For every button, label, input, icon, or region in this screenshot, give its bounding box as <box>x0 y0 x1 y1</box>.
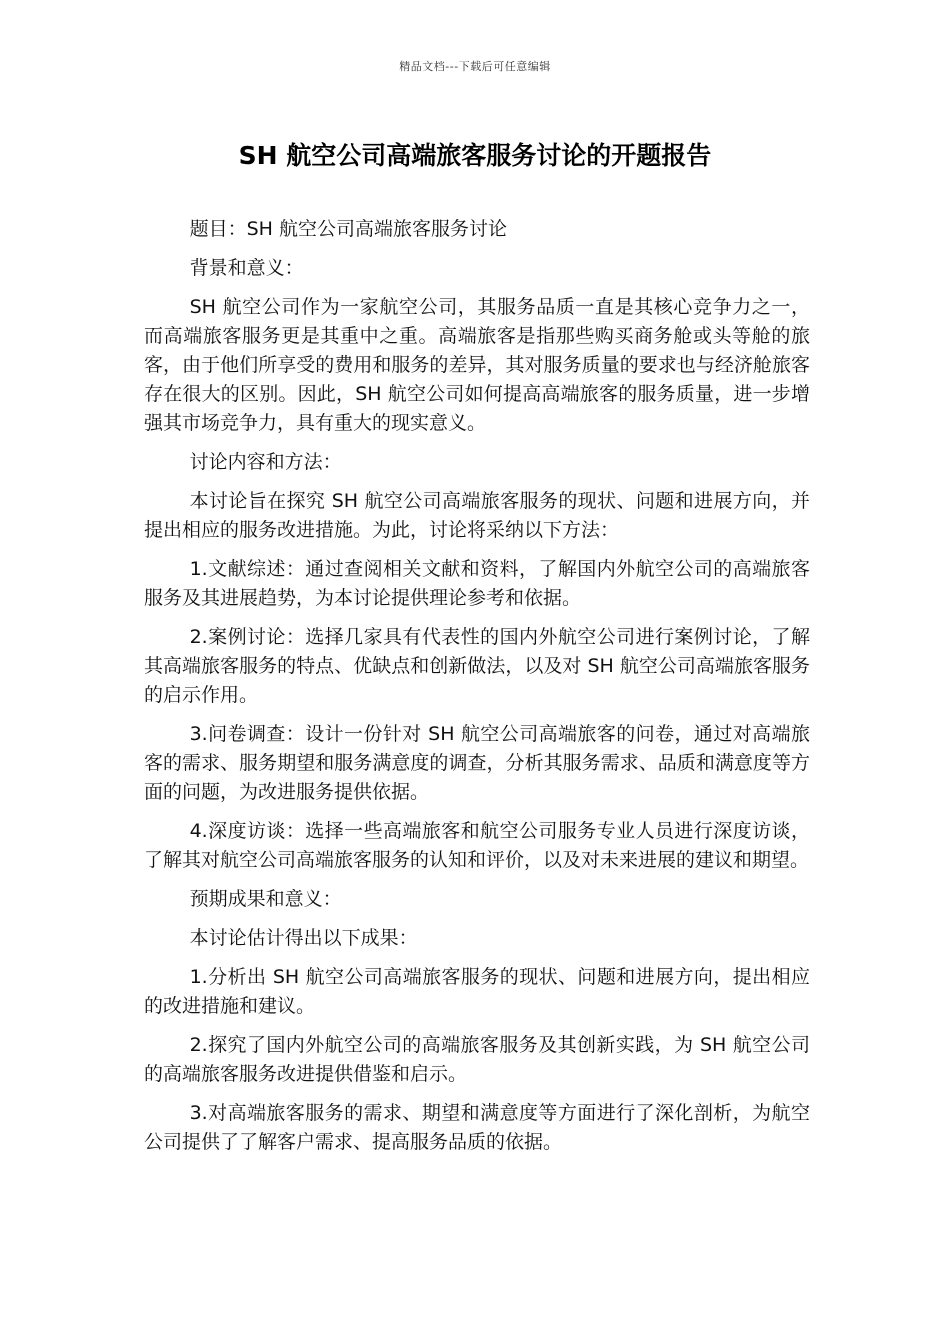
paragraph-content-method: 本讨论旨在探究 SH 航空公司高端旅客服务的现状、问题和进展方向，并提出相应的服务改进措施。为此，讨论将采纳以下方法： <box>144 490 810 541</box>
document-body <box>144 215 810 1167</box>
result-item-1: 1.分析出 SH 航空公司高端旅客服务的现状、问题和进展方向，提出相应的改进措施和建议。 <box>144 966 810 1017</box>
heading-background: 背景和意义： <box>189 257 304 279</box>
paragraph-expected-results: 本讨论估计得出以下成果： <box>189 927 418 949</box>
header-note: 精品文档---下载后可任意编辑 <box>399 60 551 73</box>
heading-content-method: 讨论内容和方法： <box>189 451 342 473</box>
result-item-3: 3.对高端旅客服务的需求、期望和满意度等方面进行了深化剖析，为航空公司提供了了解客户需求、提高服务品质的依据。 <box>144 1102 810 1153</box>
method-item-2: 2.案例讨论：选择几家具有代表性的国内外航空公司进行案例讨论，了解其高端旅客服务的特点、优缺点和创新做法，以及对 SH 航空公司高端旅客服务的启示作用。 <box>144 626 810 706</box>
paragraph-background: SH 航空公司作为一家航空公司，其服务品质一直是其核心竞争力之一，而高端旅客服务更是其重中之重。高端旅客是指那些购买商务舱或头等舱的旅客，由于他们所享受的费用和服务的差异，其对服务质量的要求也与经济舱旅客存在很大的区别。因此，SH 航空公司如何提高高端旅客的服务质量，进一步增强其市场竞争力，具有重大的现实意义。 <box>144 296 810 434</box>
method-item-3: 3.问卷调查：设计一份针对 SH 航空公司高端旅客的问卷，通过对高端旅客的需求、服务期望和服务满意度的调查，分析其服务需求、品质和满意度等方面的问题，为改进服务提供依据。 <box>144 723 810 803</box>
paragraph-topic: 题目：SH 航空公司高端旅客服务讨论 <box>189 218 507 240</box>
result-item-2: 2.探究了国内外航空公司的高端旅客服务及其创新实践，为 SH 航空公司的高端旅客服务改进提供借鉴和启示。 <box>144 1034 810 1085</box>
document-title: SH 航空公司高端旅客服务讨论的开题报告 <box>238 141 712 170</box>
heading-expected-results: 预期成果和意义： <box>189 888 342 910</box>
method-item-4: 4.深度访谈：选择一些高端旅客和航空公司服务专业人员进行深度访谈，了解其对航空公司高端旅客服务的认知和评价，以及对未来进展的建议和期望。 <box>144 820 810 871</box>
method-item-1: 1.文献综述：通过查阅相关文献和资料，了解国内外航空公司的高端旅客服务及其进展趋势，为本讨论提供理论参考和依据。 <box>144 558 810 609</box>
